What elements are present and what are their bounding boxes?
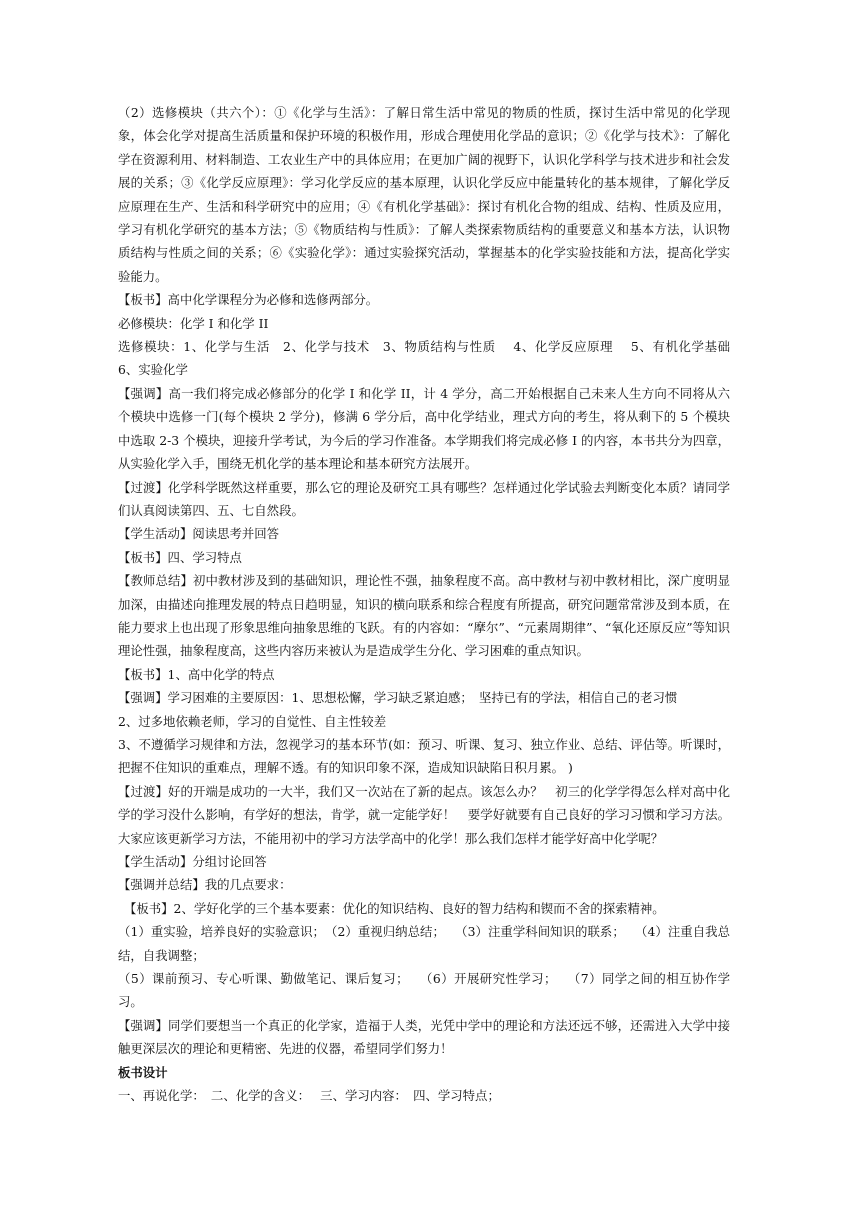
paragraph-emphasis-credits: 【强调】高一我们将完成必修部分的化学 I 和化学 II，计 4 学分，高二开始根据自己未来人生方向不同将从六个模块中选修一门(每个模块 2 学分)，修满 6 学分后，高中化学结业，理式方向的考生，将从剩下的 5 个模块中选取 2-3 个模块，迎接升学考试，为今后的学习作准备。本学期我们将完成必修 I 的内容，本书共分为四章，从实验化学入手，围绕无机化学的基本理论和基本研究方法展开。: [118, 385, 730, 472]
paragraph-student-activity-discussion: 【学生活动】分组讨论回答: [118, 854, 267, 869]
paragraph-board-hs-features: 【板书】1、高中化学的特点: [118, 666, 275, 682]
paragraph-teacher-summary: 【教师总结】初中教材涉及到的基础知识，理论性不强，抽象程度不高。高中教材与初中教材相比，深广度明显加深，由描述向推理发展的特点日趋明显，知识的横向联系和综合程度有所提高，研究问题常常涉及到本质，在能力要求上也出现了形象思维向抽象思维的飞跃。有的内容如：“摩尔”、“元素周期律”、“氧化还原反应”等知识理论性强，抽象程度高，这些内容历来被认为是造成学生分化、学习困难的重点知识。: [118, 573, 730, 659]
heading-board-design: 板书设计: [118, 1064, 168, 1080]
paragraph-transition-reading: 【过渡】化学科学既然这样重要，那么它的理论及研究工具有哪些？怎样通过化学试验去判断变化本质？请同学们认真阅读第四、五、七自然段。: [118, 479, 730, 518]
paragraph-emphasis-summary: 【强调并总结】我的几点要求：: [118, 877, 292, 893]
paragraph-difficulty-3: 3、不遵循学习规律和方法，忽视学习的基本环节(如：预习、听课、复习、独立作业、总结、评估等。听课时，把握不住知识的重难点，理解不透。有的知识印象不深，造成知识缺陷日积月累。 ): [118, 736, 730, 776]
paragraph-requirements-5-7: （5）课前预习、专心听课、勤做笔记、课后复习； （6）开展研究性学习； （7）同学之间的相互协作学习。: [118, 971, 730, 1010]
document-page: [118, 101, 743, 1107]
paragraph-student-activity-reading: 【学生活动】阅读思考并回答: [118, 526, 280, 542]
paragraph-difficulty-2: 2、过多地依赖老师，学习的自觉性、自主性较差: [118, 713, 387, 729]
paragraph-required-modules: 必修模块：化学 I 和化学 II: [118, 315, 269, 331]
paragraph-board-learning-features: 【板书】四、学习特点: [118, 549, 242, 565]
paragraph-elective-list: 选修模块：1、化学与生活 2、化学与技术 3、物质结构与性质 4、化学反应原理 5、有机化学基础 6、实验化学: [118, 339, 743, 378]
paragraph-emphasis-difficulties: 【强调】学习困难的主要原因：1、思想松懈，学习缺乏紧迫感； 坚持已有的学法，相信自己的老习惯: [118, 690, 678, 706]
paragraph-board-design-outline: 一、再说化学： 二、化学的含义： 三、学习内容： 四、学习特点；: [118, 1088, 500, 1104]
paragraph-board-three-elements: 【板书】2、学好化学的三个基本要素：优化的知识结构、良好的智力结构和锲而不舍的探索精神。: [124, 900, 665, 916]
paragraph-board-course-parts: 【板书】高中化学课程分为必修和选修两部分。: [118, 292, 379, 308]
paragraph-requirements-1-4: （1）重实验，培养良好的实验意识； （2）重视归纳总结； （3）注重学科间知识的联系； （4）注重自我总结，自我调整；: [118, 924, 730, 963]
paragraph-elective-modules: （2）选修模块（共六个）：①《化学与生活》：了解日常生活中常见的物质的性质，探讨生活中常见的化学现象，体会化学对提高生活质量和保护环境的积极作用，形成合理使用化学品的意识；②《化学与技术》：了解化学在资源利用、材料制造、工农业生产中的具体应用；在更加广阔的视野下，认识化学科学与技术进步和社会发展的关系；③《化学反应原理》：学习化学反应的基本原理，认识化学反应中能量转化的基本规律，了解化学反应原理在生产、生活和科学研究中的应用；④《有机化学基础》：探讨有机化合物的组成、结构、性质及应用，学习有机化学研究的基本方法；⑤《物质结构与性质》：了解人类探索物质结构的重要意义和基本方法，认识物质结构与性质之间的关系；⑥《实验化学》：通过实验探究活动，掌握基本的化学实验技能和方法，提高化学实验能力。: [118, 105, 730, 284]
paragraph-emphasis-future: 【强调】同学们要想当一个真正的化学家，造福于人类，光凭中学中的理论和方法还远不够，还需进入大学中接触更深层次的理论和更精密、先进的仪器，希望同学们努力！: [118, 1017, 730, 1057]
paragraph-transition-new-start: 【过渡】好的开端是成功的一大半，我们又一次站在了新的起点。该怎么办？ 初三的化学学得怎么样对高中化学的学习没什么影响，有学好的想法，肯学，就一定能学好！ 要学好就要有自己良好的学习习惯和学习方法。大家应该更新学习方法，不能用初中的学习方法学高中的化学！那么我们怎样才能学好高中化学呢？: [118, 783, 730, 846]
